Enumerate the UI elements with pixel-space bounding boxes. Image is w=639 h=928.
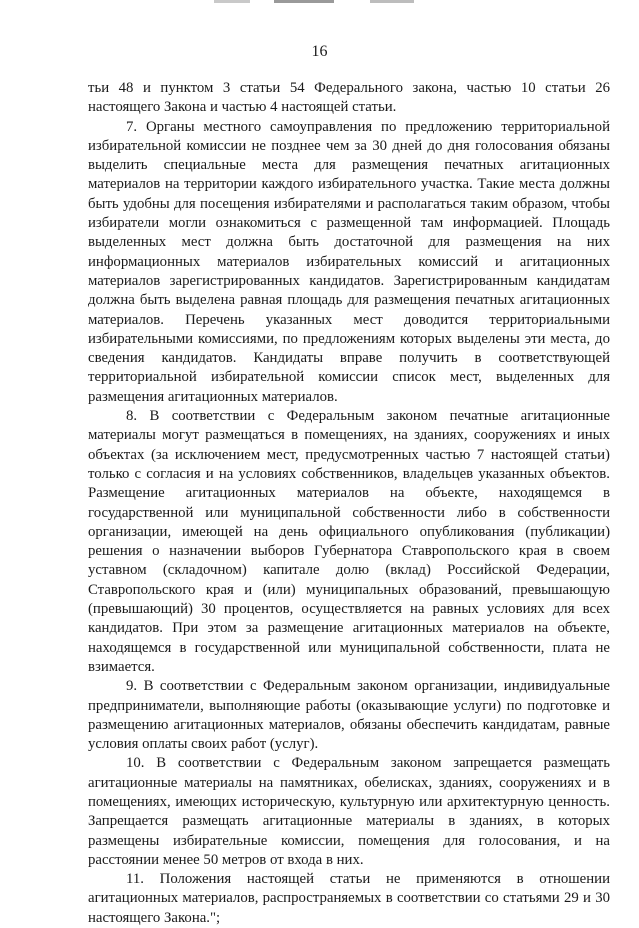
scan-edge-artifact: [214, 0, 414, 3]
paragraph-item-7: 7. Органы местного самоуправления по предложению территориальной избирательной комиссии не позднее чем за 30 дней до дня голосования обязаны выделить специальные места для размещения печатных агитационных материалов на территории каждого избирательного участка. Такие места должны быть удобны для посещения избирателями и располагаться таким образом, чтобы избиратели могли ознакомиться с размещенной там информацией. Площадь выделенных мест должна быть достаточной для размещения на них информационных материалов избирательных комиссий и агитационных материалов зарегистрированных кандидатов. Зарегистрированным кандидатам должна быть выделена равная площадь для размещения печатных агитационных материалов. Перечень указанных мест доводится территориальными избирательными комиссиями, по предложениям которых выделены эти места, до сведения кандидатов. Кандидаты вправе получить в соответствующей территориальной избирательной комиссии список мест, выделенных для размещения агитационных материалов.: [88, 118, 610, 405]
paragraph-item-9: 9. В соответствии с Федеральным законом организации, индивидуальные предприниматели, выполняющие работы (оказывающие услуги) по подготовке и размещению агитационных материалов, обязаны обеспечить кандидатам, равные условия оплаты своих работ (услуг).: [88, 678, 610, 753]
paragraph-item-10: 10. В соответствии с Федеральным законом запрещается размещать агитационные материалы на памятниках, обелисках, зданиях, сооружениях и в помещениях, имеющих историческую, культурную или архитектурную ценность. Запрещается размещать агитационные материалы в зданиях, в которых размещены избирательные комиссии, помещения для голосования, и на расстоянии менее 50 метров от входа в них.: [88, 755, 610, 868]
page-number: 16: [311, 43, 328, 60]
paragraph-item-8: 8. В соответствии с Федеральным законом печатные агитационные материалы могут размещаться в помещениях, на зданиях, сооружениях и иных объектах (за исключением мест, предусмотренных частью 7 настоящей статьи) только с согласия и на условиях собственников, владельцев указанных объектов. Размещение агитационных материалов на объекте, находящемся в государственной или муниципальной собственности либо в собственности организации, имеющей на день официального опубликования (публикации) решения о назначении выборов Губернатора Ставропольского края в своем уставном (складочном) капитале долю (вклад) Российской Федерации, Ставропольского края и (или) муниципальных образований, превышающую (превышающий) 30 процентов, осуществляется на равных условиях для всех кандидатов. При этом за размещение агитационных материалов на объекте, находящемся в государственной или муниципальной собственности, плата не взимается.: [88, 408, 610, 675]
document-body: [88, 79, 610, 928]
paragraph-continuation: тьи 48 и пунктом 3 статьи 54 Федерального закона, частью 10 статьи 26 настоящего Закона и частью 4 настоящей статьи.: [88, 80, 610, 116]
paragraph-item-11: 11. Положения настоящей статьи не применяются в отношении агитационных материалов, распространяемых в соответствии со статьями 29 и 30 настоящего Закона.";: [88, 871, 610, 926]
